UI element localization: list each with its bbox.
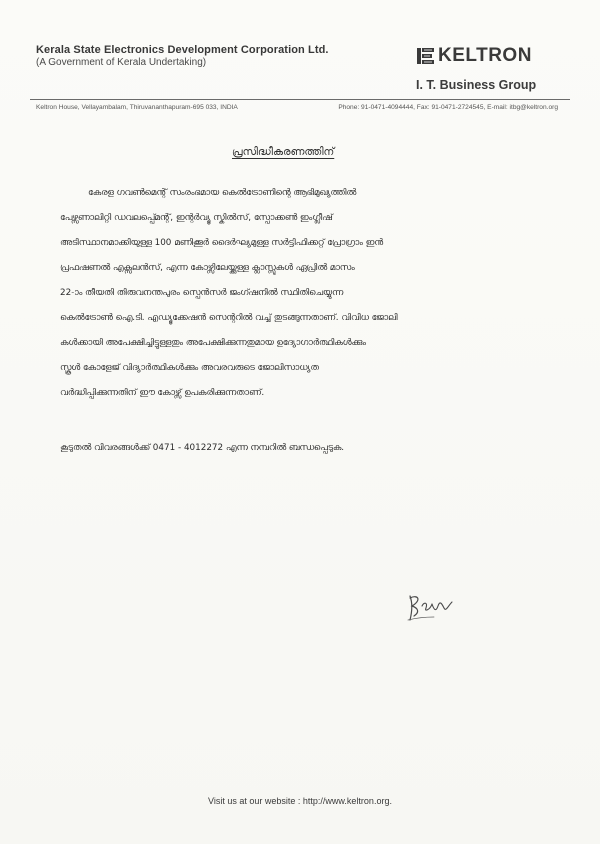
keltron-logo xyxy=(416,45,556,67)
header-divider xyxy=(30,99,570,100)
organization-name: Kerala State Electronics Development Corporation Ltd. xyxy=(36,44,329,56)
business-group: I. T. Business Group xyxy=(416,78,537,92)
body-line: പ്രഫഷണൽ എക്സലൻസ്, എന്ന കോഴ്സിലേയ്ക്കുള്ള ക്ലാസ്സുകൾ ഏപ്രിൽ മാസം xyxy=(60,263,355,273)
body-line: കേരള ഗവൺമെന്റ് സംരംഭമായ കെൽട്രോണിന്റെ ആഭിമുഖ്യത്തിൽ xyxy=(88,188,357,198)
body-line: 22-ാം തീയതി തിരുവനന്തപുരം സ്പെൻസർ ജംഗ്ഷനിൽ സ്ഥിതിചെയ്യുന്ന xyxy=(60,288,344,298)
logo-text: KELTRON xyxy=(438,45,532,66)
website-footer: Visit us at our website : http://www.keltron.org. xyxy=(208,796,392,806)
body-line: വർദ്ധിപ്പിക്കുന്നതിന് ഈ കോഴ്സ് ഉപകരിക്കുന്നതാണ്. xyxy=(60,388,265,398)
body-line: കെൽട്രോൺ ഐ.ടി. എഡ്യൂക്കേഷൻ സെന്ററിൽ വച്ച് തുടങ്ങുന്നതാണ്. വിവിധ ജോലി xyxy=(60,313,398,323)
body-line: സ്കൂൾ കോളേജ് വിദ്യാർത്ഥികൾക്കും അവരവരുടെ ജോലിസാധ്യത xyxy=(60,363,319,373)
contact-details: Phone: 91-0471-4094444, Fax: 91-0471-2724545, E-mail: itbg@keltron.org xyxy=(338,104,558,111)
contact-instruction: കൂടുതൽ വിവരങ്ങൾക്ക് 0471 - 4012272 എന്ന നമ്പറിൽ ബന്ധപ്പെടുക. xyxy=(60,443,345,453)
body-line: കൾക്കായി അപേക്ഷിച്ചിട്ടുള്ളതും അപേക്ഷിക്കുന്നതുമായ ഉദ്യോഗാർത്ഥികൾക്കും xyxy=(60,338,366,348)
organization-subtitle: (A Government of Kerala Undertaking) xyxy=(36,57,207,68)
address: Keltron House, Vellayambalam, Thiruvananthapuram-695 033, INDIA xyxy=(36,104,238,111)
keltron-logo-mark-icon xyxy=(416,45,436,67)
signature-icon xyxy=(404,590,460,624)
notice-heading: പ്രസിദ്ധീകരണത്തിന് xyxy=(232,146,335,158)
body-line: പേഴ്സണാലിറ്റി ഡവലപ്പ്മെന്റ്, ഇന്റർവ്യൂ സ്കിൽസ്, സ്പോക്കൺ ഇംഗ്ലീഷ് xyxy=(60,213,333,223)
body-line: അടിസ്ഥാനമാക്കിയുള്ള 100 മണിക്കൂർ ദൈർഘ്യമുള്ള സർട്ടിഫിക്കറ്റ് പ്രോഗ്രാം ഇൻ xyxy=(60,238,384,248)
